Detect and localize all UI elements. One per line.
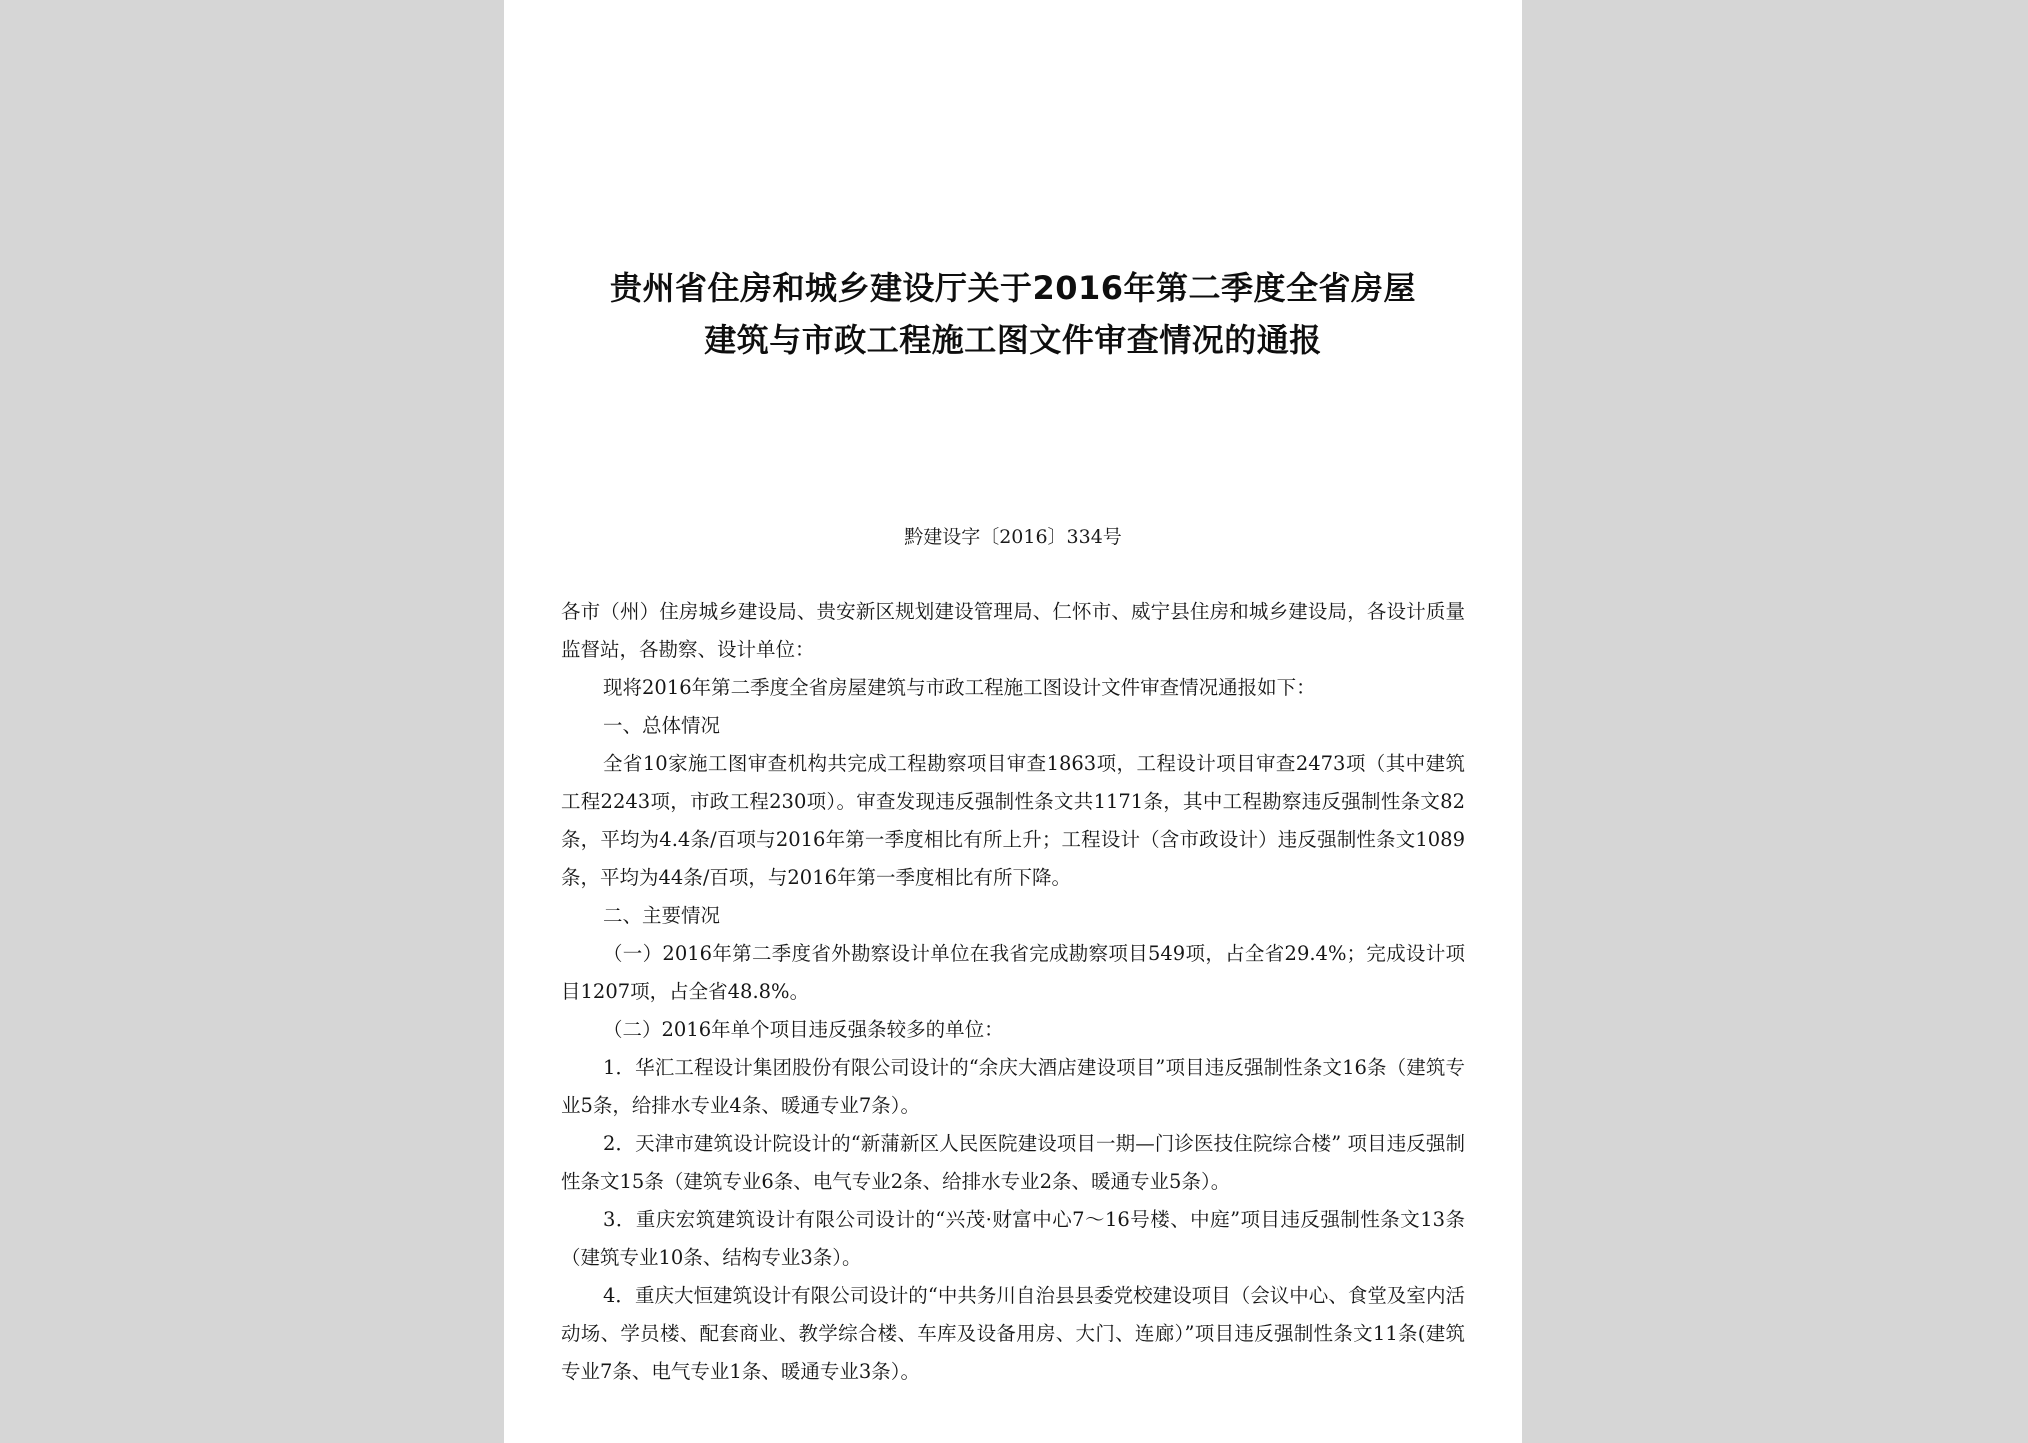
section-1-paragraph: 全省10家施工图审查机构共完成工程勘察项目审查1863项，工程设计项目审查2473项（其中建筑工程2243项，市政工程230项）。审查发现违反强制性条文共1171条，其中工程勘察违反强制性条文82条，平均为4.4条/百项与2016年第一季度相比有所上升；工程设计（含市政设计）违反强制性条文1089条，平均为44条/百项，与2016年第一季度相比有所下降。 [561,752,1465,889]
list-item: 2．天津市建筑设计院设计的“新蒲新区人民医院建设项目一期—门诊医技住院综合楼” 项目违反强制性条文15条（建筑专业6条、电气专业2条、给排水专业2条、暖通专业5条）。 [561,1132,1465,1193]
title-line-1: 贵州省住房和城乡建设厅关于2016年第二季度全省房屋 [609,269,1417,307]
list-item: 3．重庆宏筑建筑设计有限公司设计的“兴茂·财富中心7～16号楼、中庭”项目违反强制性条文13条（建筑专业10条、结构专业3条）。 [561,1208,1465,1269]
list-item: 4．重庆大恒建筑设计有限公司设计的“中共务川自治县县委党校建设项目（会议中心、食堂及室内活动场、学员楼、配套商业、教学综合楼、车库及设备用房、大门、连廊）”项目违反强制性条文11条(建筑专业7条、电气专业1条、暖通专业3条）。 [561,1284,1465,1383]
document-page [504,0,1522,1443]
section-2-item-1: （一）2016年第二季度省外勘察设计单位在我省完成勘察项目549项，占全省29.4%；完成设计项目1207项，占全省48.8%。 [561,942,1465,1003]
section-2-item-2: （二）2016年单个项目违反强条较多的单位： [603,1018,1004,1041]
section-1-heading: 一、总体情况 [603,714,721,737]
intro-paragraph: 现将2016年第二季度全省房屋建筑与市政工程施工图设计文件审查情况通报如下： [603,676,1316,699]
document-number: 黔建设字〔2016〕334号 [904,526,1122,548]
document-body [561,593,1465,1391]
addressee-paragraph: 各市（州）住房城乡建设局、贵安新区规划建设管理局、仁怀市、威宁县住房和城乡建设局，各设计质量监督站，各勘察、设计单位： [561,600,1465,661]
title-line-2: 建筑与市政工程施工图文件审查情况的通报 [704,321,1322,359]
document-title [544,262,1482,366]
list-item: 1．华汇工程设计集团股份有限公司设计的“余庆大酒店建设项目”项目违反强制性条文16条（建筑专业5条，给排水专业4条、暖通专业7条）。 [561,1056,1465,1117]
section-2-heading: 二、主要情况 [603,904,721,927]
